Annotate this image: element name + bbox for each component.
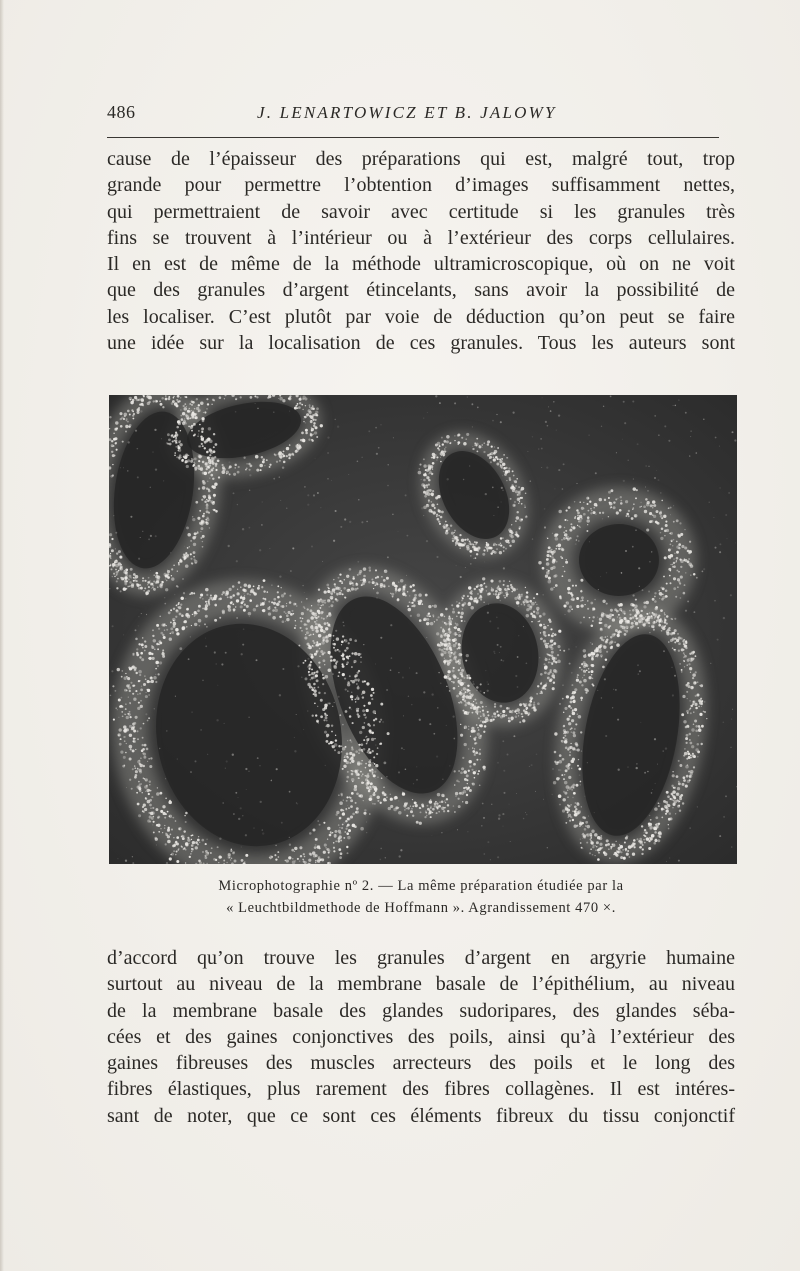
paragraph-top: [107, 146, 735, 356]
text-line: d’accord qu’on trouve les granules d’argent en argyrie humaine: [107, 947, 735, 969]
text-line: grande pour permettre l’obtention d’images suffisamment nettes,: [107, 174, 735, 197]
figure-caption-line-1: Microphotographie nº 2. — La même préparation étudiée par la: [218, 878, 624, 894]
text-line: fibres élastiques, plus rarement des fibres collagènes. Il est intéres-: [107, 1078, 735, 1101]
running-title: J. LENARTOWICZ ET B. JALOWY: [257, 103, 557, 122]
text-line: gaines fibreuses des muscles arrecteurs des poils et le long des: [107, 1052, 735, 1075]
text-line: une idée sur la localisation de ces granules. Tous les auteurs sont: [107, 332, 735, 355]
figure-caption-line-2: « Leuchtbildmethode de Hoffmann ». Agrandissement 470 ×.: [226, 900, 616, 916]
text-line: de la membrane basale des glandes sudoripares, des glandes séba-: [107, 999, 735, 1022]
cell-lumen: [579, 524, 659, 596]
text-line: fins se trouvent à l’intérieur ou à l’extérieur des corps cellulaires.: [107, 226, 735, 249]
binding-edge: [0, 0, 4, 1271]
running-head: [107, 102, 719, 132]
text-line: sant de noter, que ce sont ces éléments fibreux du tissu conjonctif: [107, 1104, 735, 1127]
microphotograph: [109, 395, 737, 864]
text-line: Il en est de même de la méthode ultramicroscopique, où on ne voit: [107, 253, 735, 276]
header-rule: [107, 137, 719, 138]
text-line: surtout au niveau de la membrane basale de l’épithélium, au niveau: [107, 973, 735, 996]
paragraph-bottom: [107, 945, 735, 1129]
text-line: les localiser. C’est plutôt par voie de déduction qu’on peut se faire: [107, 305, 735, 328]
text-line: que des granules d’argent étincelants, sans avoir la possibilité de: [107, 279, 735, 302]
text-line: cause de l’épaisseur des préparations qui est, malgré tout, trop: [107, 148, 735, 170]
text-line: qui permettraient de savoir avec certitude si les granules très: [107, 200, 735, 223]
microphotograph-image: [109, 395, 737, 864]
text-line: cées et des gaines conjonctives des poils, ainsi qu’à l’extérieur des: [107, 1025, 735, 1048]
page-number: 486: [107, 102, 136, 122]
